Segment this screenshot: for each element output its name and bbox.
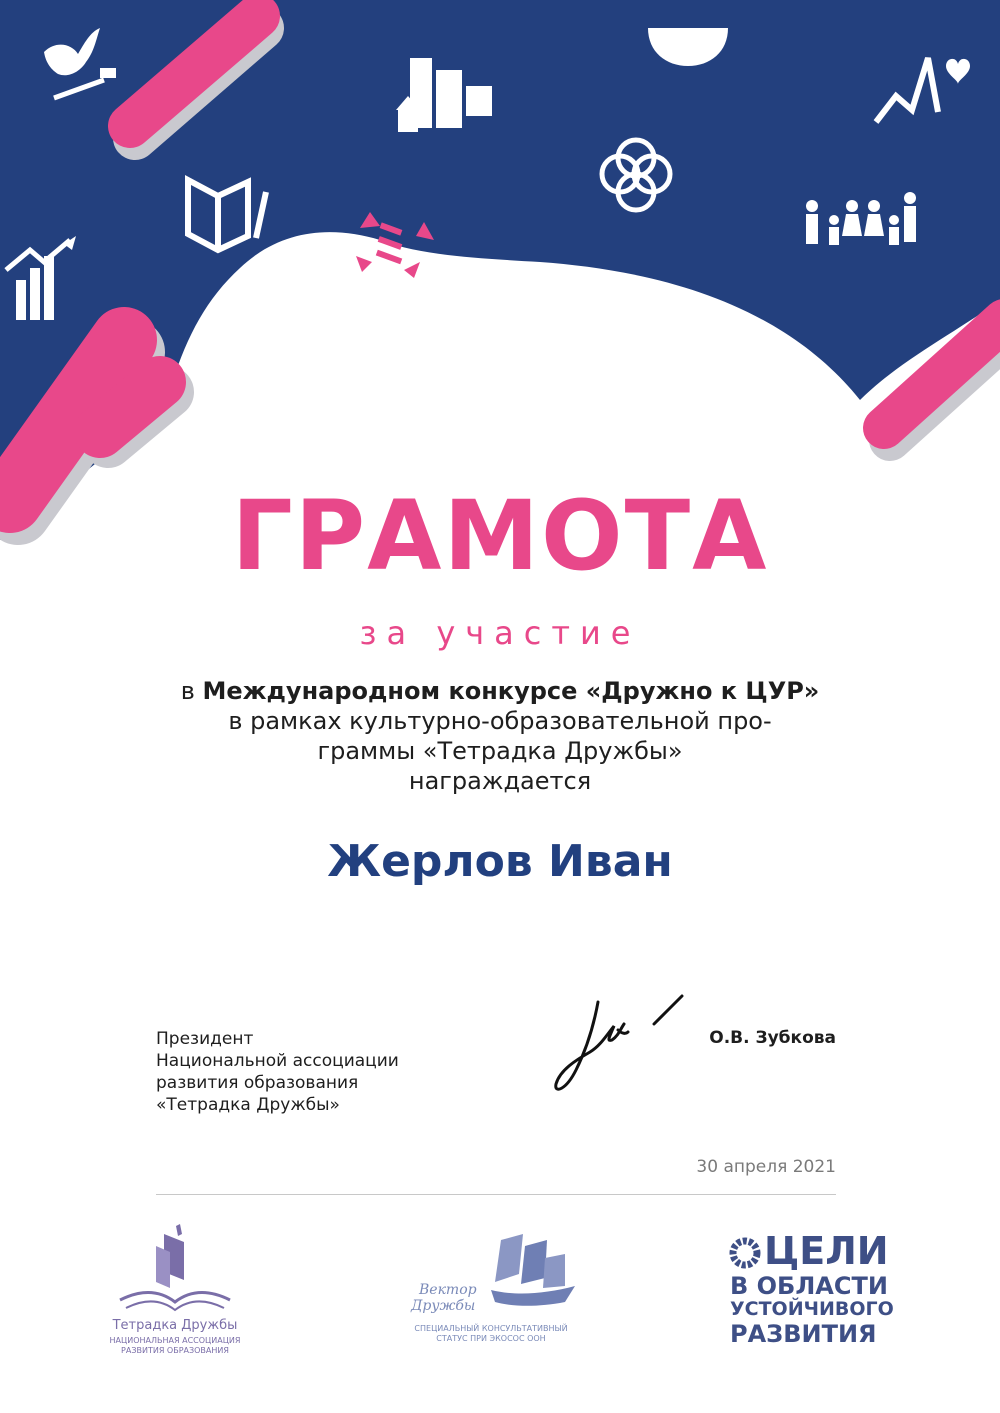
- award-date: 30 апреля 2021: [696, 1157, 836, 1177]
- body-line-1: [100, 676, 900, 706]
- sdg-wheel-icon: [728, 1236, 762, 1270]
- body-line-1-prefix: в: [180, 677, 195, 705]
- body-line-3: граммы «Тетрадка Дружбы»: [317, 737, 683, 765]
- vektor-name-line-1: Вектор: [419, 1282, 477, 1298]
- signer-title: [156, 1028, 399, 1116]
- tetradka-sub-line-2: РАЗВИТИЯ ОБРАЗОВАНИЯ: [121, 1346, 229, 1355]
- footer-divider: [156, 1194, 836, 1195]
- signature-image: [548, 990, 698, 1100]
- signer-line-1: Президент: [156, 1029, 254, 1049]
- vektor-subtitle: [405, 1324, 577, 1344]
- certificate-body: [100, 676, 900, 796]
- body-line-4: награждается: [408, 767, 592, 795]
- sdg-line-4: РАЗВИТИЯ: [730, 1320, 877, 1348]
- signer-name: О.В. Зубкова: [709, 1028, 836, 1048]
- tetradka-sub-line-1: НАЦИОНАЛЬНАЯ АССОЦИАЦИЯ: [109, 1336, 241, 1345]
- recipient-name: Жерлов Иван: [327, 836, 673, 887]
- signer-line-2: Национальной ассоциации: [156, 1051, 399, 1071]
- vektor-logo: [405, 1232, 585, 1352]
- certificate-title: ГРАМОТА: [231, 480, 769, 592]
- certificate-subtitle: за участие: [359, 614, 641, 652]
- vektor-name-line-2: Дружбы: [411, 1298, 476, 1314]
- tetradka-logo-name: Тетрадка Дружбы: [112, 1318, 238, 1333]
- sdg-logo: [728, 1229, 900, 1352]
- signer-line-4: «Тетрадка Дружбы»: [156, 1095, 340, 1115]
- body-line-2: в рамках культурно-образовательной про-: [228, 707, 772, 735]
- contest-name: Международном конкурсе «Дружно к ЦУР»: [202, 677, 820, 705]
- sdg-line-3: УСТОЙЧИВОГО: [730, 1298, 894, 1320]
- vektor-sub-line-1: СПЕЦИАЛЬНЫЙ КОНСУЛЬТАТИВНЫЙ: [414, 1324, 568, 1333]
- tetradka-logo-subtitle: [100, 1336, 250, 1356]
- sdg-line-1: ЦЕЛИ: [764, 1229, 889, 1273]
- tetradka-logo: [100, 1222, 250, 1362]
- signer-line-3: развития образования: [156, 1073, 359, 1093]
- sdg-line-2: В ОБЛАСТИ: [730, 1272, 888, 1300]
- tetradka-emblem-icon: [100, 1222, 250, 1318]
- vektor-sub-line-2: СТАТУС ПРИ ЭКОСОС ООН: [436, 1334, 546, 1343]
